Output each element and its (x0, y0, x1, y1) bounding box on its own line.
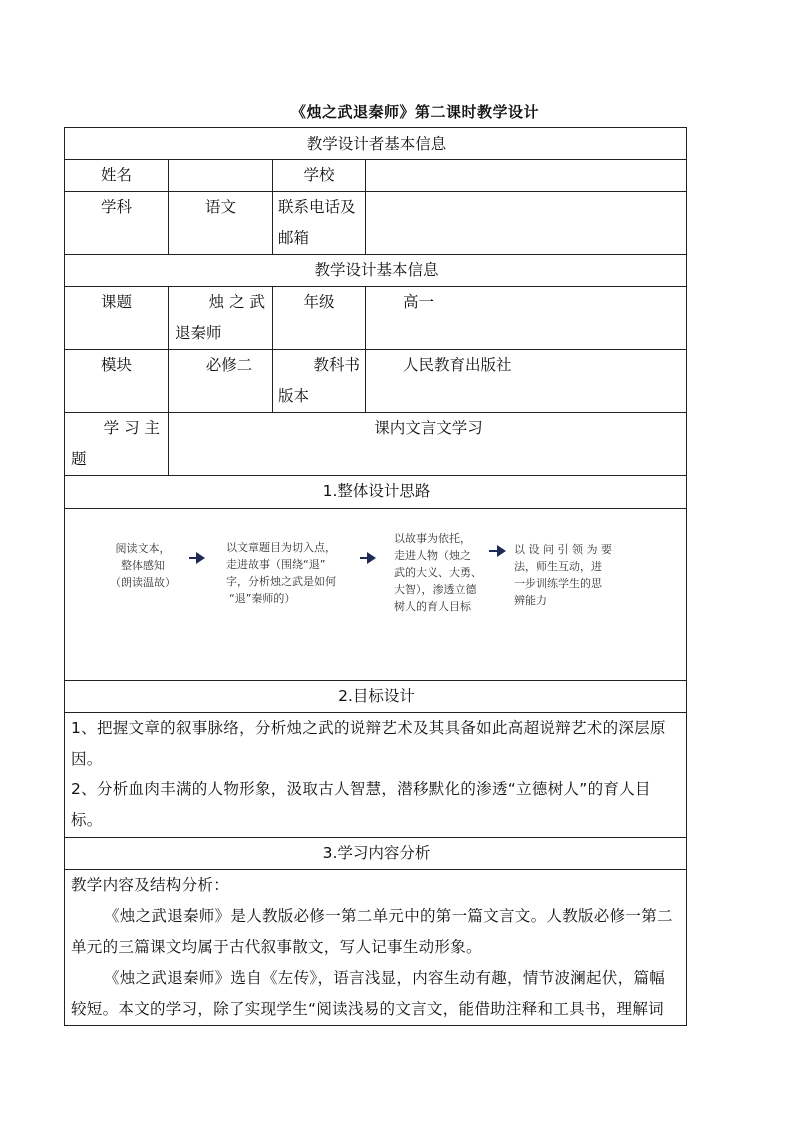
flow-step-1: 阅读文本， 整体感知 （朗读温故） (110, 542, 176, 589)
grade-value: 高一 (403, 293, 435, 311)
flow-step-4: 以 设 问 引 领 为 要 法，师生互动，进 一步训练学生的思 辨能力 (514, 543, 612, 607)
topic-label: 课题 (100, 293, 132, 311)
section-overall-design: 1.整体设计思路 (322, 482, 431, 500)
section-design-info: 教学设计基本信息 (314, 261, 439, 279)
document-title (0, 101, 794, 122)
flow-step-3: 以故事为依托， 走进人物（烛之 武的大义、大勇、 大智），渗透立德 树人的育人目标 (394, 532, 482, 613)
analysis-heading: 教学内容及结构分析： (71, 876, 230, 894)
contact-label: 联系电话及 邮箱 (278, 198, 356, 247)
grade-label: 年级 (303, 293, 335, 311)
document-title-book: 《烛之武退秦师》 (290, 103, 415, 121)
name-label: 姓名 (100, 166, 132, 184)
theme-value: 课内文言文学习 (374, 419, 483, 437)
module-label: 模块 (100, 356, 132, 374)
row-divider (65, 508, 687, 509)
flow-arrow-icon (489, 545, 507, 557)
analysis-paragraph-2: 《烛之武退秦师》选自《左传》，语言浅显，内容生动有趣，情节波澜起伏，篇幅 较短。本文的学习，除了实现学生“阅读浅易的文言文，能借助注释和工具书，理解词 (71, 969, 666, 1018)
textbook-value: 人民教育出版社 (403, 356, 512, 374)
analysis-paragraph-1: 《烛之武退秦师》是人教版必修一第二单元中的第一篇文言文。人教版必修一第二 单元的三篇课文均属于古代叙事散文，写人记事生动形象。 (71, 907, 673, 956)
flow-arrow-icon (360, 552, 376, 564)
section-objectives: 2.目标设计 (338, 687, 415, 705)
section-content-analysis: 3.学习内容分析 (322, 844, 431, 862)
textbook-label: 教科书 版本 (278, 356, 360, 405)
subject-value: 语文 (204, 198, 236, 216)
module-value: 必修二 (205, 356, 253, 374)
flow-step-2: 以文章题目为切入点， 走进故事（围绕“退” 字，分析烛之武是如何 “退”秦师的） (226, 541, 336, 605)
lesson-design-table (64, 127, 687, 1026)
section-designer-info: 教学设计者基本信息 (306, 135, 447, 153)
school-label: 学校 (303, 166, 335, 184)
objective-1: 1、把握文章的叙事脉络，分析烛之武的说辩艺术及其具备如此高超说辩艺术的深层原 因。 (71, 719, 666, 768)
flow-arrow-icon (189, 552, 205, 564)
topic-value: 烛 之 武 退秦师 (175, 293, 265, 342)
document-title-rest: 第二课时教学设计 (415, 103, 540, 121)
subject-label: 学科 (100, 198, 132, 216)
col-divider (365, 286, 366, 412)
theme-label: 学 习 主 题 (71, 419, 160, 468)
objective-2: 2、分析血肉丰满的人物形象，汲取古人智慧，潜移默化的渗透“立德树人”的育人目 标。 (71, 780, 651, 829)
